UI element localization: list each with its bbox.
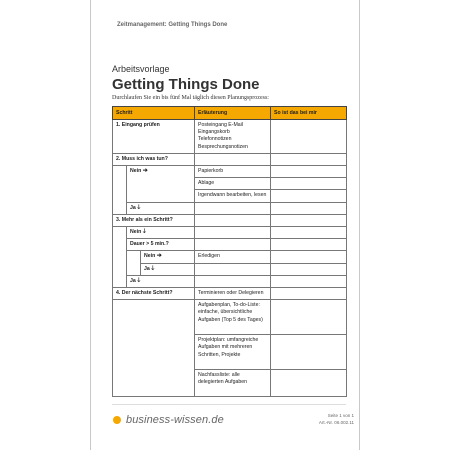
explain-cell (195, 227, 271, 239)
arrow-down-icon: 🡓 (137, 277, 141, 284)
mine-cell[interactable] (271, 251, 347, 263)
mine-cell[interactable] (271, 263, 347, 275)
explain-cell (195, 275, 271, 287)
table-row (113, 288, 347, 300)
explain-cell (195, 153, 271, 165)
doc-title: Getting Things Done (112, 76, 260, 93)
explain-line: delegierten Aufgaben (198, 379, 248, 386)
branch-cell (141, 251, 195, 263)
doc-intro: Durchlaufen Sie ein bis fünf Mal täglich diesen Planungsprozess: (112, 95, 269, 101)
branch-cell: Dauer > 5 min.? (127, 239, 195, 251)
branch-cell (127, 202, 195, 214)
branch-label: Nein (130, 229, 142, 236)
col-header-mine: So ist das bei mir (271, 107, 347, 120)
mine-cell[interactable] (271, 275, 347, 287)
explain-line: Aufgabenplan, To-do-Liste: (198, 302, 260, 309)
branch-cell (127, 166, 195, 203)
col-header-explain: Erläuterung (195, 107, 271, 120)
arrow-down-icon: 🡓 (142, 229, 146, 236)
explain-line: Aufgaben mit mehreren (198, 344, 253, 351)
indent-cell (127, 251, 141, 275)
doc-subtitle: Arbeitsvorlage (112, 64, 170, 74)
table-header-row (113, 107, 347, 120)
mine-cell[interactable] (271, 202, 347, 214)
header-top-label: Zeitmanagement: Getting Things Done (117, 22, 228, 28)
article-number: Art.-Nr. 06.002.11 (318, 420, 354, 425)
logo-text: business-wissen.de (126, 414, 224, 426)
explain-cell: Papierkorb (195, 166, 271, 178)
step-cell: 4. Der nächste Schritt? (113, 288, 195, 300)
explain-cell (195, 370, 271, 397)
table-row (113, 275, 347, 287)
branch-label: Ja (130, 204, 136, 211)
explain-cell (195, 300, 271, 335)
explain-line: Nachfassliste: alle (198, 372, 240, 379)
branch-label: Ja (130, 277, 136, 284)
mine-cell[interactable] (271, 153, 347, 165)
mine-cell[interactable] (271, 178, 347, 190)
step-cell: 2. Muss ich was tun? (113, 153, 195, 165)
mine-cell[interactable] (271, 239, 347, 251)
branch-label: Nein (130, 168, 142, 175)
table-row (113, 239, 347, 251)
mine-cell[interactable] (271, 370, 347, 397)
mine-cell[interactable] (271, 335, 347, 370)
explain-line: Posteingang E-Mail (198, 122, 243, 128)
brand-logo[interactable] (113, 414, 224, 426)
mine-cell[interactable] (271, 288, 347, 300)
table-row (113, 214, 347, 226)
table-row (113, 153, 347, 165)
explain-cell: Ablage (195, 178, 271, 190)
branch-label: Ja (144, 265, 150, 272)
explain-line: Telefonnotizen (198, 136, 232, 143)
explain-line: Projektplan: umfangreiche (198, 337, 259, 344)
logo-dot-icon (113, 416, 121, 424)
table-row (113, 166, 347, 178)
table-row (113, 202, 347, 214)
page-number: Seite 1 von 1 (327, 413, 354, 418)
explain-cell: Terminieren oder Delegieren (195, 288, 271, 300)
mine-cell[interactable] (271, 120, 347, 154)
explain-cell: Irgendwann bearbeiten, lesen (195, 190, 271, 202)
gtd-table (112, 106, 347, 397)
step-cell: 3. Mehr als ein Schritt? (113, 214, 195, 226)
explain-line: Besprechungsnotizen (198, 143, 248, 150)
table-row (113, 263, 347, 275)
arrow-right-icon: ➔ (142, 168, 148, 175)
explain-cell (195, 120, 271, 154)
explain-line: Aufgaben (Top 5 des Tages) (198, 316, 263, 323)
table-row (113, 300, 347, 335)
page-info (319, 412, 354, 426)
mine-cell[interactable] (271, 214, 347, 226)
mine-cell[interactable] (271, 190, 347, 202)
indent-cell (113, 166, 127, 215)
explain-cell (195, 239, 271, 251)
mine-cell[interactable] (271, 227, 347, 239)
mine-cell[interactable] (271, 300, 347, 335)
table-row (113, 120, 347, 154)
arrow-down-icon: 🡓 (137, 204, 141, 211)
arrow-down-icon: 🡓 (151, 265, 155, 272)
indent-cell (113, 300, 195, 397)
explain-line: einfache, übersichtliche (198, 309, 253, 316)
branch-cell (141, 263, 195, 275)
arrow-right-icon: ➔ (156, 253, 162, 260)
col-header-step: Schritt (113, 107, 195, 120)
explain-cell (195, 214, 271, 226)
explain-cell: Erledigen (195, 251, 271, 263)
indent-cell (113, 227, 127, 288)
footer-divider (112, 404, 346, 405)
branch-cell (127, 275, 195, 287)
table-row (113, 227, 347, 239)
explain-line: Eingangskorb (198, 129, 230, 136)
explain-cell (195, 263, 271, 275)
table-row (113, 251, 347, 263)
step-cell: 1. Eingang prüfen (113, 120, 195, 154)
mine-cell[interactable] (271, 166, 347, 178)
branch-label: Nein (144, 253, 156, 260)
branch-cell (127, 227, 195, 239)
explain-cell (195, 202, 271, 214)
explain-line: Schritten, Projekte (198, 351, 241, 358)
explain-cell (195, 335, 271, 370)
